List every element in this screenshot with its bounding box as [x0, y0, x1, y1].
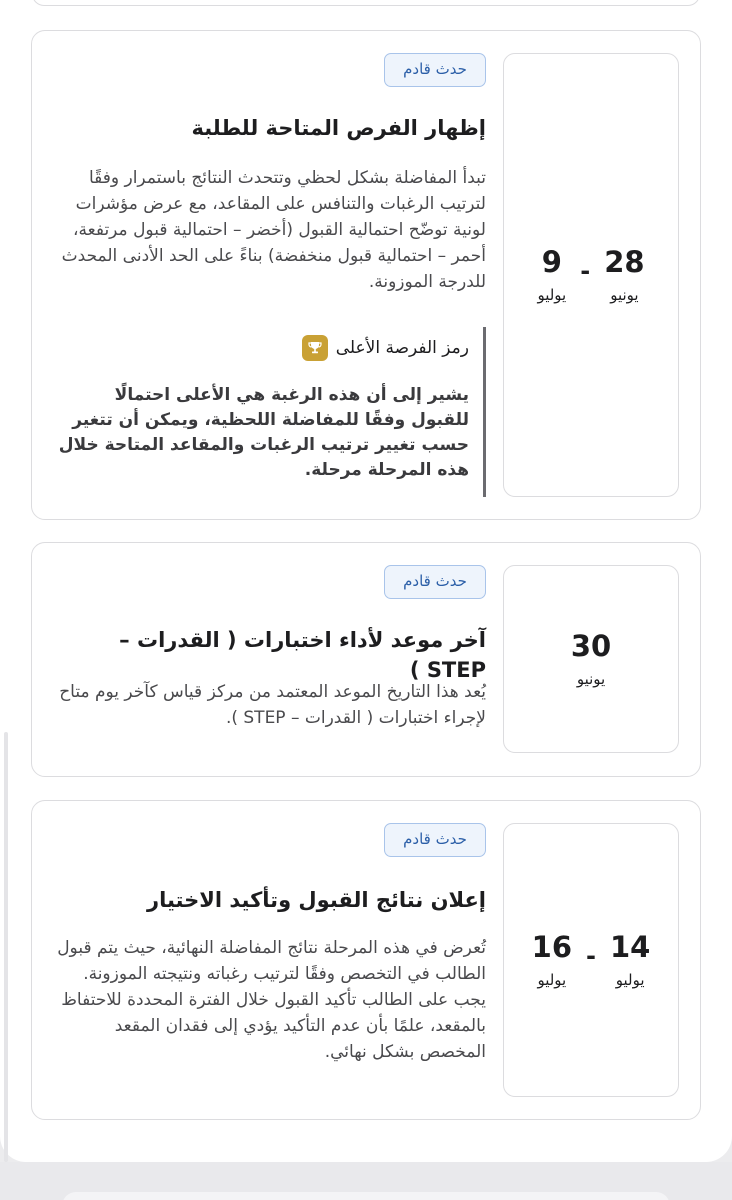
event-date-box	[503, 53, 679, 497]
highlight-title: رمز الفرصة الأعلى	[335, 338, 469, 358]
end-month: يوليو	[537, 286, 567, 304]
start-date	[571, 629, 611, 689]
bottom-sheet-handle[interactable]	[62, 1192, 670, 1200]
trophy-icon	[302, 335, 328, 361]
highlight-header	[56, 327, 469, 369]
scrollbar[interactable]	[4, 732, 8, 1162]
date-range	[532, 930, 651, 990]
start-day: 14	[609, 930, 651, 964]
single-date	[571, 629, 611, 689]
event-title: آخر موعد لأداء اختبارات ( القدرات – STEP )	[119, 628, 486, 682]
event-card-step-deadline[interactable]	[31, 542, 701, 777]
start-month: يوليو	[615, 971, 645, 989]
start-month: يونيو	[610, 286, 639, 304]
end-date	[537, 245, 566, 305]
event-title: إعلان نتائج القبول وتأكيد الاختيار	[146, 888, 486, 912]
event-date-box	[503, 823, 679, 1097]
end-day: 16	[531, 930, 573, 964]
status-badge: حدث قادم	[384, 823, 486, 857]
date-separator: -	[580, 257, 591, 285]
event-title: إظهار الفرص المتاحة للطلبة	[191, 116, 486, 140]
start-day: 28	[604, 245, 645, 279]
event-description: تبدأ المفاضلة بشكل لحظي وتتحدث النتائج باستمرار وفقًا لترتيب الرغبات والتنافس على المقاعد، مع عرض مؤشرات لونية توضّح احتمالية القبول (أخضر – احتمالية قبول مرتفعة، أحمر – احتمالية قبول منخفضة) بناءً على الحد الأدنى المحدث للدرجة الموزونة.	[61, 168, 486, 292]
event-description: يُعد هذا التاريخ الموعد المعتمد من مركز قياس كآخر يوم متاح لإجراء اختبارات ( القدرات – STEP ).	[59, 682, 486, 728]
start-date	[610, 930, 650, 990]
previous-event-card[interactable]	[32, 0, 700, 6]
highlight-note	[56, 327, 486, 497]
start-date	[604, 245, 644, 305]
status-badge: حدث قادم	[384, 565, 486, 599]
end-date	[532, 930, 572, 990]
date-range	[537, 245, 644, 305]
start-day: 30	[570, 629, 612, 663]
event-date-box	[503, 565, 679, 753]
status-badge: حدث قادم	[384, 53, 486, 87]
end-day: 9	[541, 245, 562, 279]
start-month: يونيو	[576, 670, 606, 688]
event-card-admission-results[interactable]	[31, 800, 701, 1120]
event-description: تُعرض في هذه المرحلة نتائج المفاضلة النهائية، حيث يتم قبول الطالب في التخصص وفقًا لترتيب رغباته ونتيجته الموزونة. يجب على الطالب تأكيد القبول خلال الفترة المحددة للاحتفاظ بالمقعد، علمًا بأن عدم التأكيد يؤدي إلى فقدان المقعد المخصص بشكل نهائي.	[57, 938, 486, 1062]
end-month: يوليو	[537, 971, 567, 989]
date-separator: -	[586, 942, 596, 970]
highlight-text: يشير إلى أن هذه الرغبة هي الأعلى احتمالًا للقبول وفقًا للمفاضلة اللحظية، ويمكن أن تتغير حسب تغيير ترتيب الرغبات والمقاعد المتاحة خلال هذه المرحلة مرحلة.	[58, 385, 469, 480]
event-card-opportunities[interactable]	[31, 30, 701, 520]
